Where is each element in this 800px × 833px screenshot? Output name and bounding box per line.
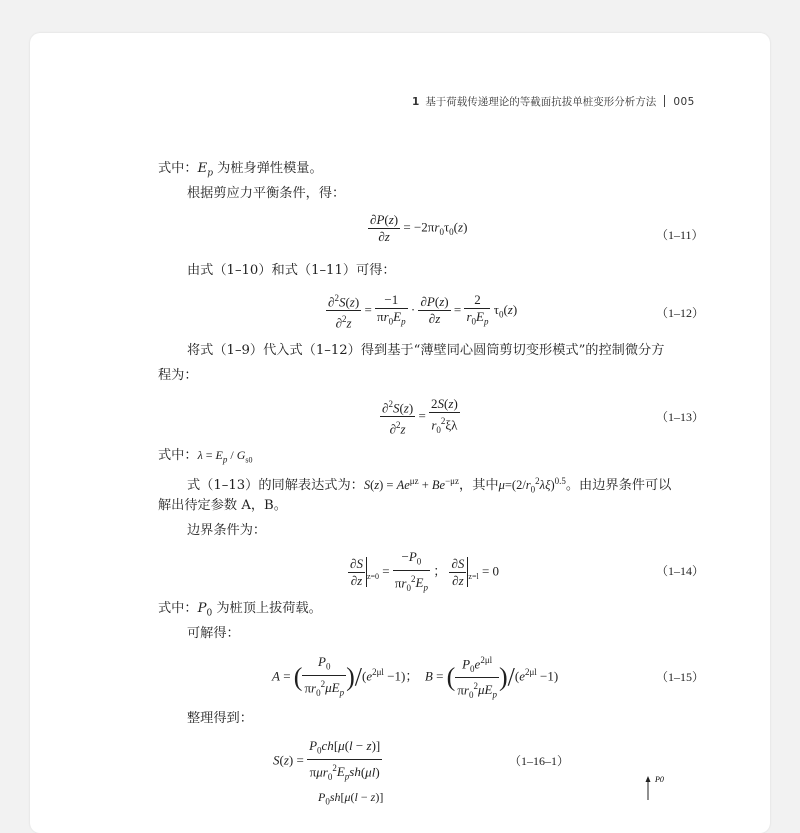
eq-number-1-15: （1–15） — [656, 670, 705, 684]
equation-1-16-2-partial: $P_0sh[\mu(l - z)]$ — [318, 790, 384, 807]
para-rearranged: 整理得到： — [187, 711, 253, 726]
para-solve-params: 解出待定参数 A，B。 — [158, 498, 287, 513]
page-number: 005 — [673, 96, 695, 108]
para-substitute: 将式（1–9）代入式（1–12）得到基于“薄壁同心圆筒剪切变形模式”的控制微分方 — [187, 343, 665, 358]
para-p0-definition: 式中：$P_0$ 为桩顶上拔荷载。 — [158, 601, 322, 619]
para-substitute-cont: 程为： — [158, 368, 198, 383]
equation-1-14: $\frac{\partial S}{\partial z}$ $_{z=0}$ = $\frac{-P_0}{\pi r_0^2E_p}$ ； $\frac{\partial S}{\partial z}$ $_{z=l}$ = 0 — [350, 549, 500, 593]
eq-number-1-11: （1–11） — [656, 228, 704, 242]
equation-1-15: A = ( $\frac{P_0}{\pi r_0^2\mu E_p}$ )$/(e^{2\mu l} -1)$； B = ( $\frac{P_0e^{2\mu l}}{\pi r_0^2\mu E_p}$ )$/(e^{2\mu l} -1)$ — [272, 652, 558, 703]
equation-1-16-1: S(z) = $\frac{P_0ch[\mu(l - z)]}{\pi\mu r_0^2E_psh(\mu l)}$ — [273, 738, 381, 782]
para-from-eqs: 由式（1–10）和式（1–11）可得： — [187, 263, 396, 278]
eq-number-1-14: （1–14） — [656, 564, 705, 578]
eq-number-1-12: （1–12） — [656, 306, 705, 320]
para-lambda-definition: 式中：$\lambda = E_p / G_{s0}$ — [158, 448, 253, 465]
equation-1-11: $\frac{\partial P(z)}{\partial z}$ = $-2\pi r_0\tau_0(z)$ — [370, 212, 468, 244]
para-boundary-conditions: 边界条件为： — [187, 523, 267, 538]
equation-1-13: $\frac{\partial^2S(z)}{\partial^2z}$ = $\frac{2S(z)}{r_0^2\xi\lambda}$ — [382, 396, 458, 437]
para-general-solution: 式（1–13）的同解表达式为：$S(z) = Ae^{\mu z} + Be^{-\mu z}$，其中$\mu=(2/r_0^2\lambda\xi)^{0.5}$。由边界条件可以 — [187, 476, 672, 495]
para-ep-definition: 式中：$E_p$ 为桩身弹性模量。 — [158, 161, 323, 179]
arrow-head-icon — [646, 776, 651, 782]
chapter-number: 1 — [412, 96, 420, 108]
pile-load-figure — [630, 770, 680, 800]
equation-1-12: $\frac{\partial^2S(z)}{\partial^2z}$ = $\frac{-1}{\pi r_0E_p}$ · $\frac{\partial P(z)}{\partial z}$ = $\frac{2}{r_0E_p}$ $\tau_0(z)$ — [326, 290, 517, 332]
running-header — [412, 94, 702, 109]
eq-number-1-16-1: （1–16–1） — [509, 754, 570, 768]
chapter-title: 基于荷载传递理论的等截面抗拔单桩变形分析方法 — [425, 96, 657, 108]
header-divider — [664, 95, 665, 107]
eq-number-1-13: （1–13） — [656, 410, 705, 424]
para-solved: 可解得： — [187, 626, 240, 641]
para-shear-balance: 根据剪应力平衡条件，得： — [187, 186, 346, 201]
load-label: P0 — [655, 775, 664, 784]
